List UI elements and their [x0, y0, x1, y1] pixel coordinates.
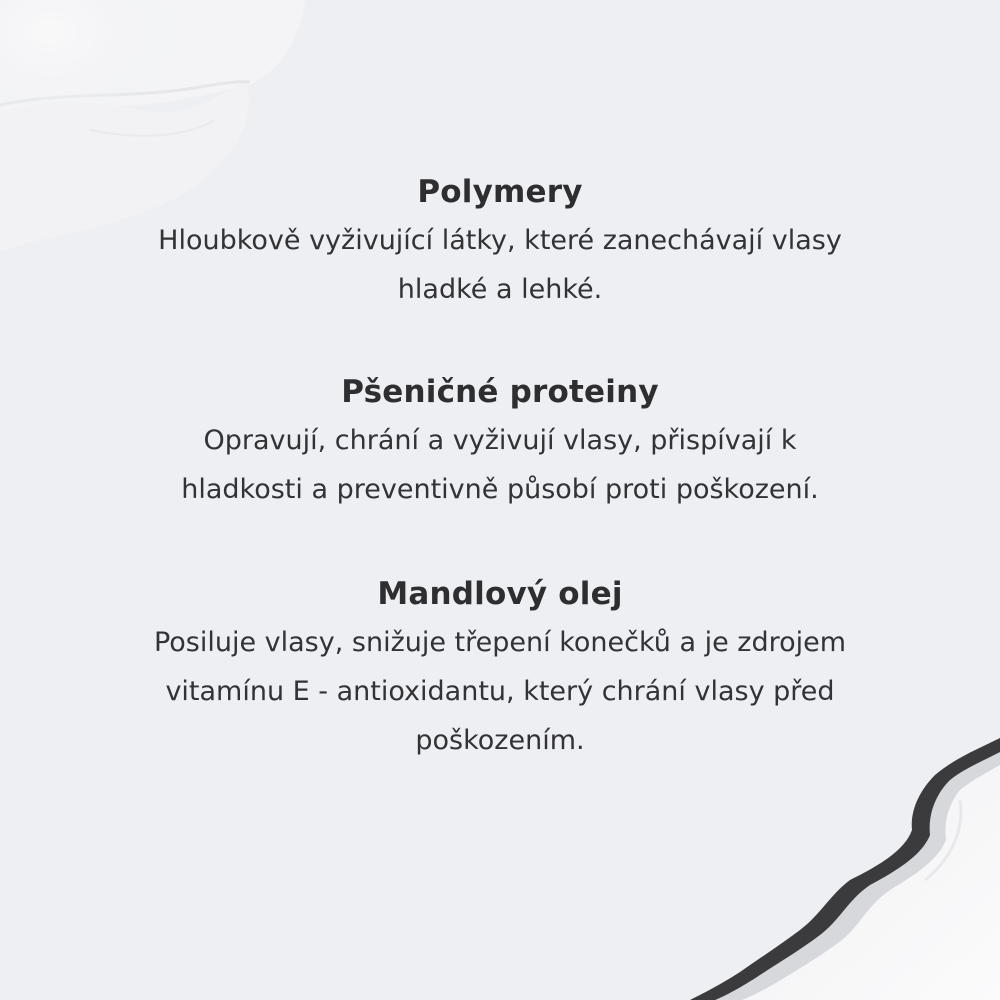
description-line: Hloubkově vyživující látky, které zanechávají vlasy	[158, 225, 842, 256]
description-line: Opravují, chrání a vyživují vlasy, přispívají k	[203, 425, 797, 456]
description-line: vitamínu E - antioxidantu, který chrání vlasy před	[165, 676, 835, 707]
ingredient-title: Mandlový olej	[377, 576, 623, 612]
ingredient-polymers	[60, 168, 940, 314]
ingredient-description	[60, 618, 940, 765]
description-line: Posiluje vlasy, snižuje třepení konečků a je zdrojem	[153, 627, 847, 658]
ingredient-description	[60, 416, 940, 514]
ingredient-description	[60, 216, 940, 314]
ingredient-title: Polymery	[417, 174, 583, 210]
description-line: hladkosti a preventivně působí proti poškození.	[181, 474, 819, 505]
ingredient-wheat-proteins	[60, 368, 940, 514]
ingredient-almond-oil	[60, 570, 940, 765]
description-line: hladké a lehké.	[397, 274, 603, 305]
description-line: poškozením.	[415, 725, 585, 756]
ingredient-title: Pšeničné proteiny	[341, 374, 659, 410]
